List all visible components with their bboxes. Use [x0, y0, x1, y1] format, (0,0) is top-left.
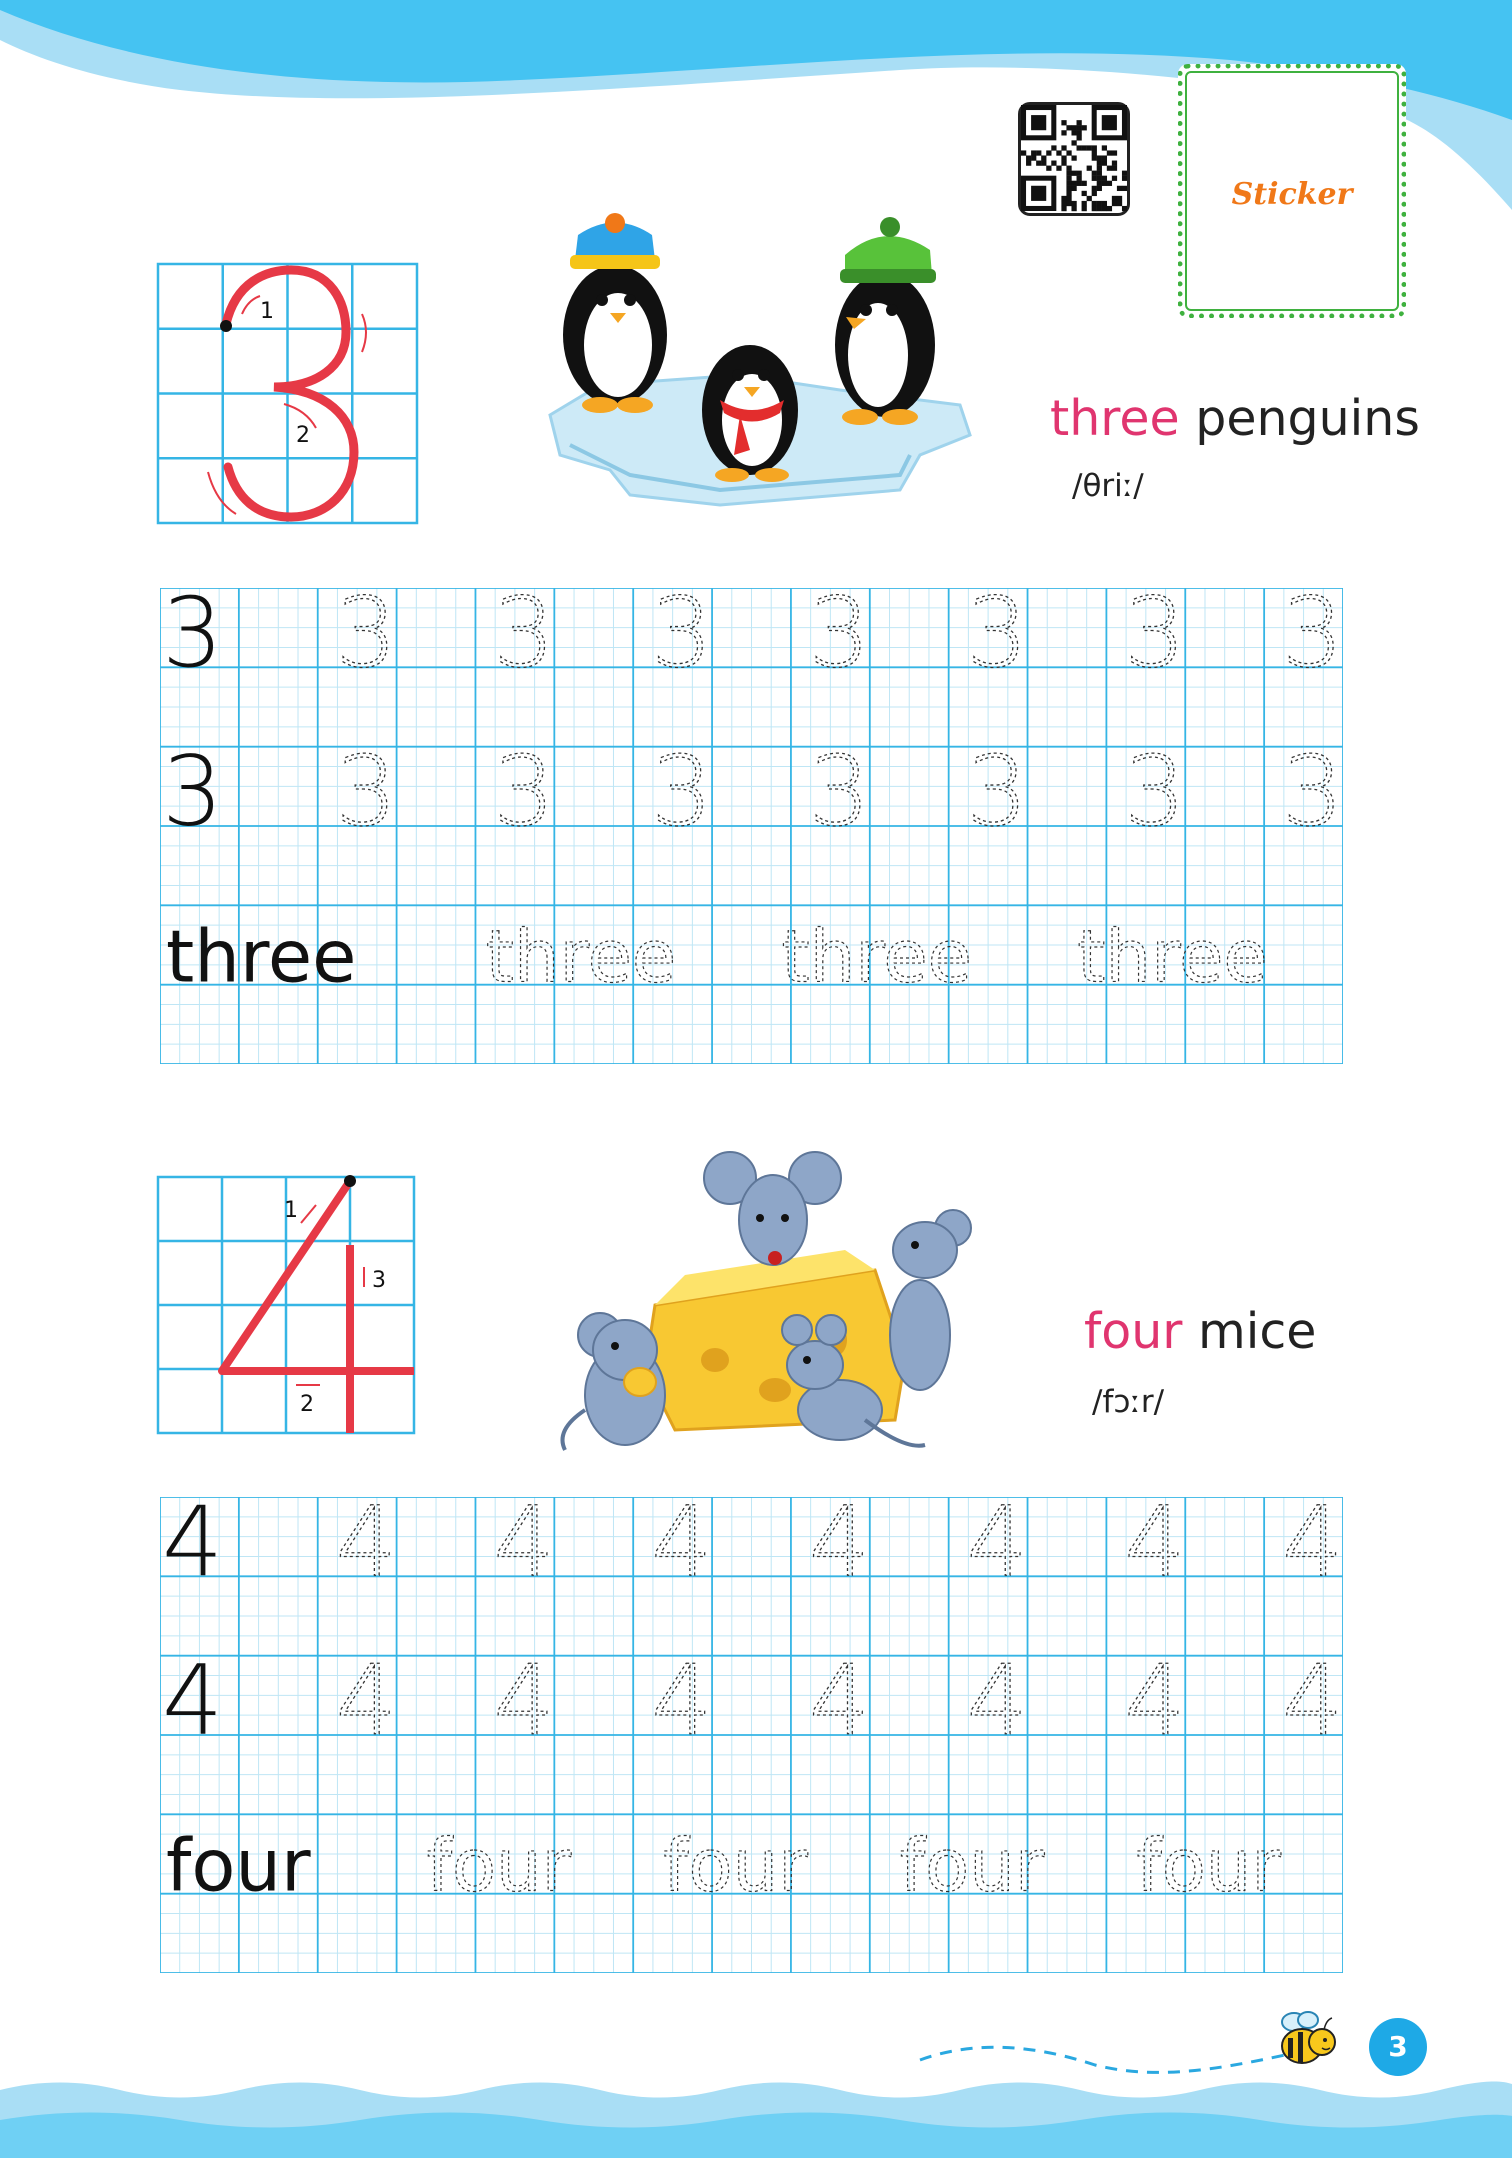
- dashed-flight-path: [915, 2030, 1295, 2080]
- stroke-mark-2: 2: [296, 423, 310, 448]
- trace-numeral: 4: [1124, 1644, 1186, 1757]
- trace-numeral: 3: [335, 735, 397, 848]
- trace-numeral: 4: [651, 1497, 713, 1598]
- qr-code-icon: [1018, 102, 1130, 216]
- trace-numeral: 4: [1124, 1497, 1186, 1598]
- trace-numeral: 3: [1282, 735, 1343, 848]
- trace-word: three: [781, 914, 972, 999]
- trace-numeral: 4: [1282, 1644, 1343, 1757]
- title-four-mice: [1084, 1303, 1316, 1360]
- trace-numeral: 3: [651, 588, 713, 689]
- trace-numeral: 3: [808, 735, 871, 848]
- model-numeral: 4: [162, 1644, 224, 1757]
- title-three-penguins: [1050, 390, 1420, 447]
- trace-word: four: [663, 1823, 808, 1908]
- title-noun: mice: [1198, 1303, 1317, 1360]
- trace-numeral: 4: [651, 1644, 713, 1757]
- trace-numeral: 4: [808, 1644, 871, 1757]
- stroke-mark-3: 3: [372, 1268, 386, 1293]
- penguin-illustration: [540, 205, 975, 515]
- trace-numeral: 3: [335, 588, 397, 689]
- trace-numeral: 3: [493, 735, 555, 848]
- title-number-word: four: [1084, 1303, 1183, 1360]
- ipa-four: /fɔːr/: [1092, 1384, 1165, 1420]
- trace-numeral: 3: [966, 735, 1028, 848]
- tracing-grid-three: [160, 588, 1343, 1064]
- trace-numeral: 4: [493, 1497, 555, 1598]
- stroke-mark-2: 2: [300, 1392, 314, 1417]
- trace-word: four: [1136, 1823, 1282, 1908]
- trace-word: four: [899, 1823, 1045, 1908]
- mouse-illustration: [545, 1150, 995, 1460]
- bee-icon: [1272, 2008, 1342, 2070]
- trace-word: four: [426, 1823, 572, 1908]
- model-word: three: [166, 914, 357, 999]
- model-numeral: 3: [162, 588, 224, 689]
- trace-numeral: 3: [808, 588, 871, 689]
- title-number-word: three: [1050, 390, 1180, 447]
- sticker-label: Sticker: [1231, 177, 1353, 212]
- trace-numeral: 3: [1124, 735, 1186, 848]
- trace-numeral: 3: [493, 588, 555, 689]
- trace-numeral: 3: [1282, 588, 1343, 689]
- trace-numeral: 4: [335, 1644, 397, 1757]
- title-noun: penguins: [1195, 390, 1420, 447]
- trace-numeral: 4: [808, 1497, 871, 1598]
- tracing-grid-four: [160, 1497, 1343, 1973]
- page-number: 3: [1369, 2018, 1427, 2076]
- trace-numeral: 4: [1282, 1497, 1343, 1598]
- sticker-placeholder: [1178, 64, 1406, 318]
- numeral-3-stroke-guide: [156, 262, 421, 526]
- trace-numeral: 4: [493, 1644, 555, 1757]
- model-numeral: 3: [162, 735, 224, 848]
- model-word: four: [166, 1823, 311, 1908]
- trace-numeral: 4: [966, 1644, 1028, 1757]
- stroke-mark-1: 1: [260, 299, 274, 324]
- model-numeral: 4: [162, 1497, 224, 1598]
- trace-word: three: [485, 914, 677, 999]
- trace-word: three: [1077, 914, 1268, 999]
- trace-numeral: 3: [1124, 588, 1186, 689]
- ipa-three: /θriː/: [1072, 468, 1144, 504]
- trace-numeral: 4: [335, 1497, 397, 1598]
- trace-numeral: 3: [651, 735, 713, 848]
- trace-numeral: 3: [966, 588, 1028, 689]
- stroke-mark-1: 1: [284, 1198, 298, 1223]
- trace-numeral: 4: [966, 1497, 1028, 1598]
- numeral-4-stroke-guide: [156, 1175, 418, 1437]
